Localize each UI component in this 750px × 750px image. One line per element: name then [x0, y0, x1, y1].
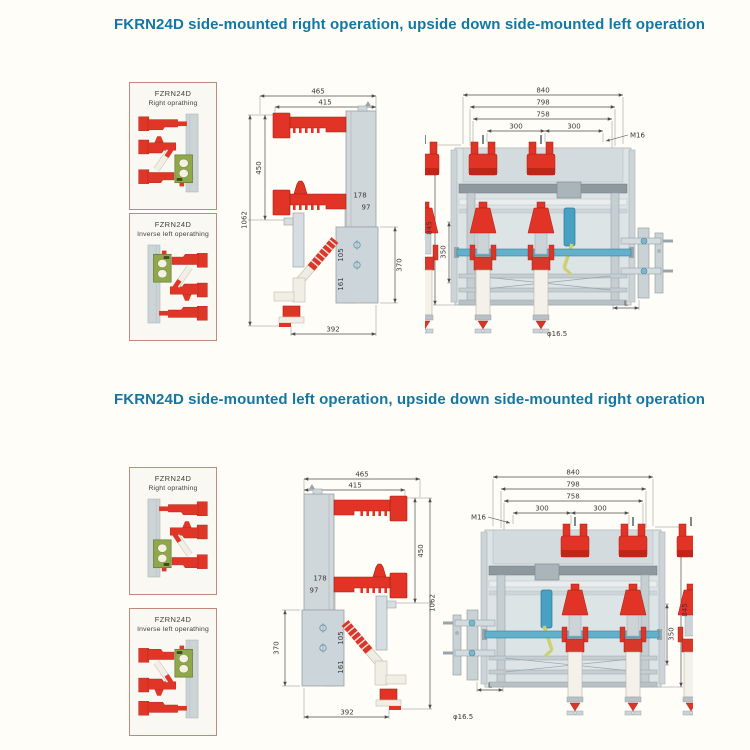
dim-465-label: 465 [311, 87, 325, 96]
product-photo-right-operating-mirrored [129, 467, 217, 595]
dim-300-right-label: 300 [567, 122, 581, 131]
photo-label [130, 474, 216, 492]
dim-161-label: 161 [337, 277, 345, 291]
photo-caption: Inverse left operathing [137, 231, 209, 238]
switch-photo-graphic [139, 114, 198, 192]
dim-300-left-label: 300 [509, 122, 523, 131]
dim-350-label: 350 [667, 627, 676, 641]
dim-178-label: 178 [313, 574, 327, 583]
dim-845-label: 845 [425, 221, 434, 235]
photo-label [130, 615, 216, 633]
photo-caption: Right oprathing [148, 485, 198, 492]
photo-model-label: FZRN24D [154, 615, 192, 624]
product-photo-inverse-left-mirrored [129, 608, 217, 736]
front-view-drawing-left-operation [413, 460, 693, 732]
dim-758-label: 758 [536, 110, 550, 119]
bolt-m16-label: M16 [630, 131, 645, 140]
photo-model-label: FZRN24D [154, 220, 192, 229]
dim-798-label: 798 [566, 480, 580, 489]
dim-845-label: 845 [681, 603, 689, 617]
product-photo-inverse-left [129, 213, 217, 341]
dim-370-label: 370 [272, 641, 281, 655]
photo-label [130, 89, 216, 107]
dim-840-label: 840 [536, 86, 550, 95]
side-view-drawing-left-operation [244, 463, 440, 735]
dim-l-label: L [624, 299, 628, 308]
dim-97-label: 97 [361, 203, 371, 212]
photo-model-label: FZRN24D [154, 474, 192, 483]
dim-370-label: 370 [395, 258, 404, 272]
front-view-drawing-right-operation [425, 78, 705, 350]
dim-465-label: 465 [355, 470, 369, 479]
dim-450-label: 450 [417, 544, 425, 558]
dim-415-label: 415 [348, 481, 362, 490]
dim-161-label: 161 [337, 660, 345, 674]
bolt-m16-label: M16 [471, 513, 486, 522]
dim-392-label: 392 [340, 708, 354, 717]
photo-caption: Inverse left operathing [137, 626, 209, 633]
section-title-left-operation: FKRN24D side-mounted left operation, upside down side-mounted right operation [114, 391, 706, 408]
photo-model-label: FZRN24D [154, 89, 192, 98]
product-photo-right-operating [129, 82, 217, 210]
hole-diameter-label: φ16.5 [453, 713, 474, 721]
dim-l-label: L [488, 681, 492, 690]
hole-diameter-label: φ16.5 [547, 330, 568, 338]
dim-392-label: 392 [326, 325, 340, 334]
switch-photo-image [134, 636, 212, 722]
dim-178-label: 178 [353, 191, 367, 200]
dim-105-label: 105 [337, 248, 345, 262]
section-title-right-operation: FKRN24D side-mounted right operation, upside down side-mounted left operation [114, 16, 706, 33]
dim-97-label: 97 [309, 586, 319, 595]
side-view-drawing-right-operation [240, 80, 436, 352]
dim-300-left-label: 300 [535, 504, 549, 513]
photo-label [130, 220, 216, 238]
dim-300-right-label: 300 [593, 504, 607, 513]
side-view-graphics [248, 96, 398, 336]
dim-1062-label: 1062 [240, 211, 249, 229]
dim-1062-label: 1062 [428, 594, 437, 612]
dim-758-label: 758 [566, 492, 580, 501]
dim-350-label: 350 [439, 245, 448, 259]
switch-photo-image [134, 495, 212, 581]
dim-840-label: 840 [566, 468, 580, 477]
switch-photo-image [134, 110, 212, 196]
photo-caption: Right oprathing [148, 100, 198, 107]
dim-798-label: 798 [536, 98, 550, 107]
dim-415-label: 415 [318, 98, 332, 107]
dim-105-label: 105 [337, 631, 345, 645]
switch-photo-image [134, 241, 212, 327]
dim-450-label: 450 [255, 161, 263, 175]
